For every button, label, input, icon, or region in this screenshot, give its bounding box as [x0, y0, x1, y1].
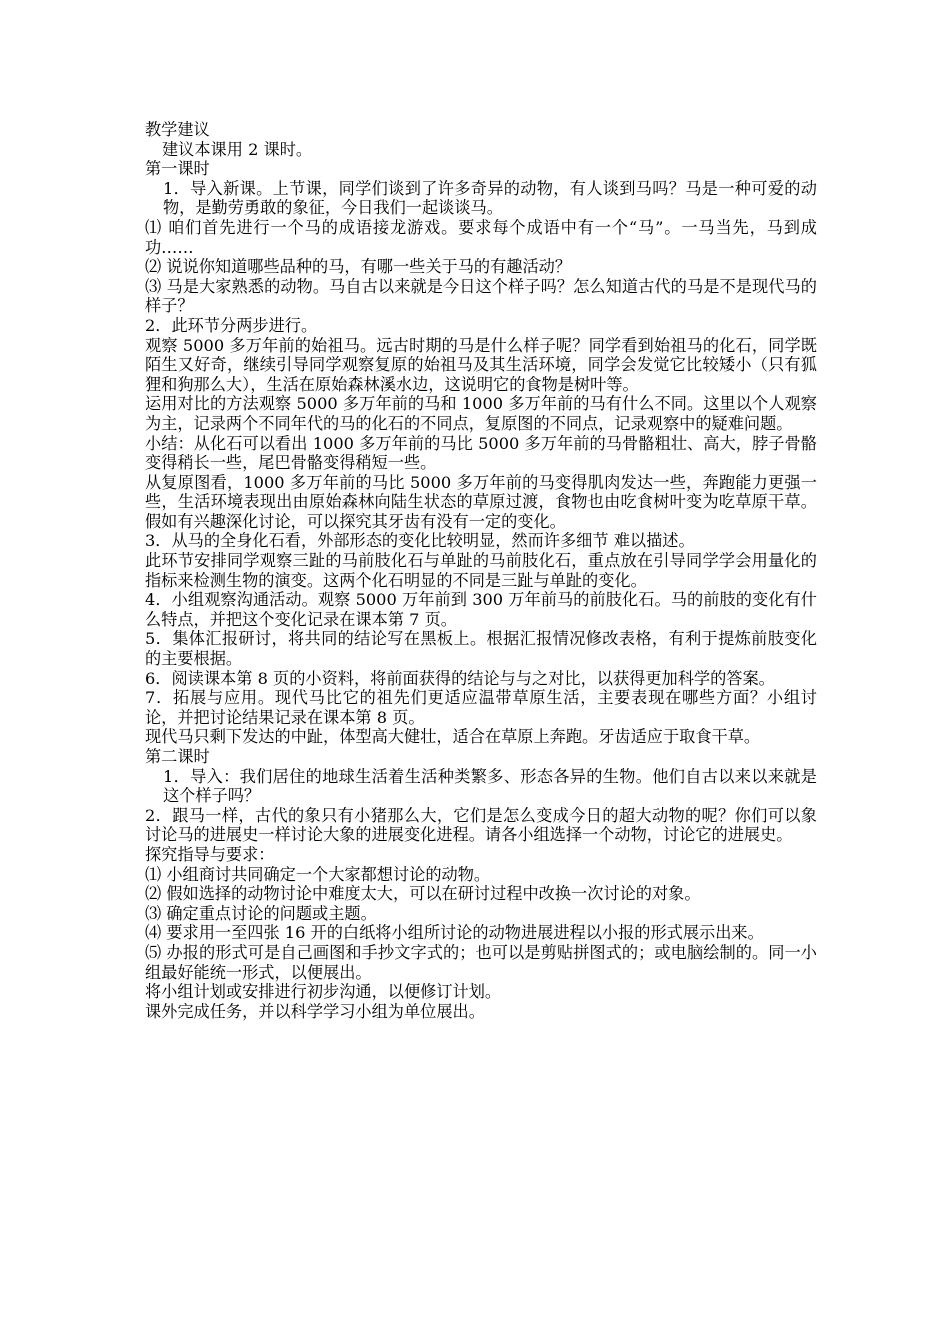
paragraph: ⑵ 假如选择的动物讨论中难度太大，可以在研讨过程中改换一次讨论的对象。	[145, 884, 701, 904]
paragraph: 从复原图看，1000 多万年前的马比 5000 多万年前的马变得肌肉发达一些，奔跑能力更强一些，生活环境表现出由原始森林向陆生状态的草原过渡，食物也由吃食树叶变为吃草原干草。假如有兴趣深化讨论，可以探究其牙齿有没有一定的变化。	[145, 472, 817, 531]
paragraph: ⑷ 要求用一至四张 16 开的白纸将小组所讨论的动物进展进程以小报的形式展示出来。	[145, 923, 764, 943]
paragraph: 6．阅读课本第 8 页的小资料，将前面获得的结论与与之对比，以获得更加科学的答案。	[145, 668, 775, 688]
paragraph: 3．从马的全身化石看，外部形态的变化比较明显，然而许多细节 难以描述。	[145, 531, 695, 551]
paragraph: 探究指导与要求：	[145, 844, 275, 864]
paragraph: 教学建议	[145, 120, 210, 139]
paragraph: 7．拓展与应用。现代马比它的祖先们更适应温带草原生活，主要表现在哪些方面？小组讨论，并把讨论结果记录在课本第 8 页。	[145, 688, 817, 727]
paragraph: 现代马只剩下发达的中趾，体型高大健壮，适合在草原上奔跑。牙齿适应于取食干草。	[145, 727, 761, 747]
paragraph: ⑸ 办报的形式可是自己画图和手抄文字式的；也可以是剪贴拼图式的；或电脑绘制的。同一小组最好能统一形式，以便展出。	[145, 942, 817, 982]
paragraph: ⑶ 确定重点讨论的问题或主题。	[145, 903, 377, 923]
paragraph: 1．导入：我们居住的地球生活着生活种类繁多、形态各异的生物。他们自古以来以来就是这个样子吗？	[163, 766, 817, 806]
paragraph: 将小组计划或安排进行初步沟通，以便修订计划。	[145, 982, 502, 1002]
paragraph: 2．此环节分两步进行。	[145, 315, 318, 335]
paragraph: 运用对比的方法观察 5000 多万年前的马和 1000 多万年前的马有什么不同。这里以个人观察为主，记录两个不同年代的马的化石的不同点，复原图的不同点，记录观察中的疑难问题。	[145, 394, 817, 433]
paragraph: 2．跟马一样，古代的象只有小猪那么大，它们是怎么变成今日的超大动物的呢？你们可以象讨论马的进展史一样讨论大象的进展变化进程。请各小组选择一个动物，讨论它的进展史。	[145, 805, 817, 845]
paragraph: 5．集体汇报研讨，将共同的结论写在黑板上。根据汇报情况修改表格，有利于提炼前肢变化的主要根据。	[145, 629, 817, 669]
paragraph: ⑵ 说说你知道哪些品种的马，有哪一些关于马的有趣活动？	[145, 257, 572, 277]
paragraph: 第一课时	[145, 159, 210, 179]
paragraph: 观察 5000 多万年前的始祖马。远古时期的马是什么样子呢？同学看到始祖马的化石，同学既陌生又好奇，继续引导同学观察复原的始祖马及其生活环境，同学会发觉它比较矮小（只有狐狸和狗那么大），生活在原始森林溪水边，这说明它的食物是树叶等。	[145, 335, 817, 394]
paragraph: 此环节安排同学观察三趾的马前肢化石与单趾的马前肢化石，重点放在引导同学学会用量化的指标来检测生物的演变。这两个化石明显的不同是三趾与单趾的变化。	[145, 551, 817, 590]
paragraph: ⑶ 马是大家熟悉的动物。马自古以来就是今日这个样子吗？怎么知道古代的马是不是现代马的样子？	[145, 276, 817, 316]
paragraph: 建议本课用 2 课时。	[162, 139, 313, 159]
paragraph: ⑴ 小组商讨共同确定一个大家都想讨论的动物。	[145, 864, 491, 884]
paragraph: 第二课时	[145, 747, 210, 766]
paragraph: ⑴ 咱们首先进行一个马的成语接龙游戏。要求每个成语中有一个“马”。一马当先，马到成功……	[145, 217, 817, 257]
paragraph: 小结：从化石可以看出 1000 多万年前的马比 5000 多万年前的马骨骼粗壮、高大，脖子骨骼变得稍长一些，尾巴骨骼变得稍短一些。	[145, 433, 817, 473]
paragraph: 1．导入新课。上节课，同学们谈到了许多奇异的动物，有人谈到马吗？马是一种可爱的动物，是勤劳勇敢的象征，今日我们一起谈谈马。	[163, 178, 817, 218]
paragraph: 课外完成任务，并以科学学习小组为单位展出。	[145, 1001, 485, 1021]
paragraph: 4．小组观察沟通活动。观察 5000 万年前到 300 万年前马的前肢化石。马的前肢的变化有什么特点，并把这个变化记录在课本第 7 页。	[145, 590, 817, 629]
document-body	[145, 120, 817, 1021]
